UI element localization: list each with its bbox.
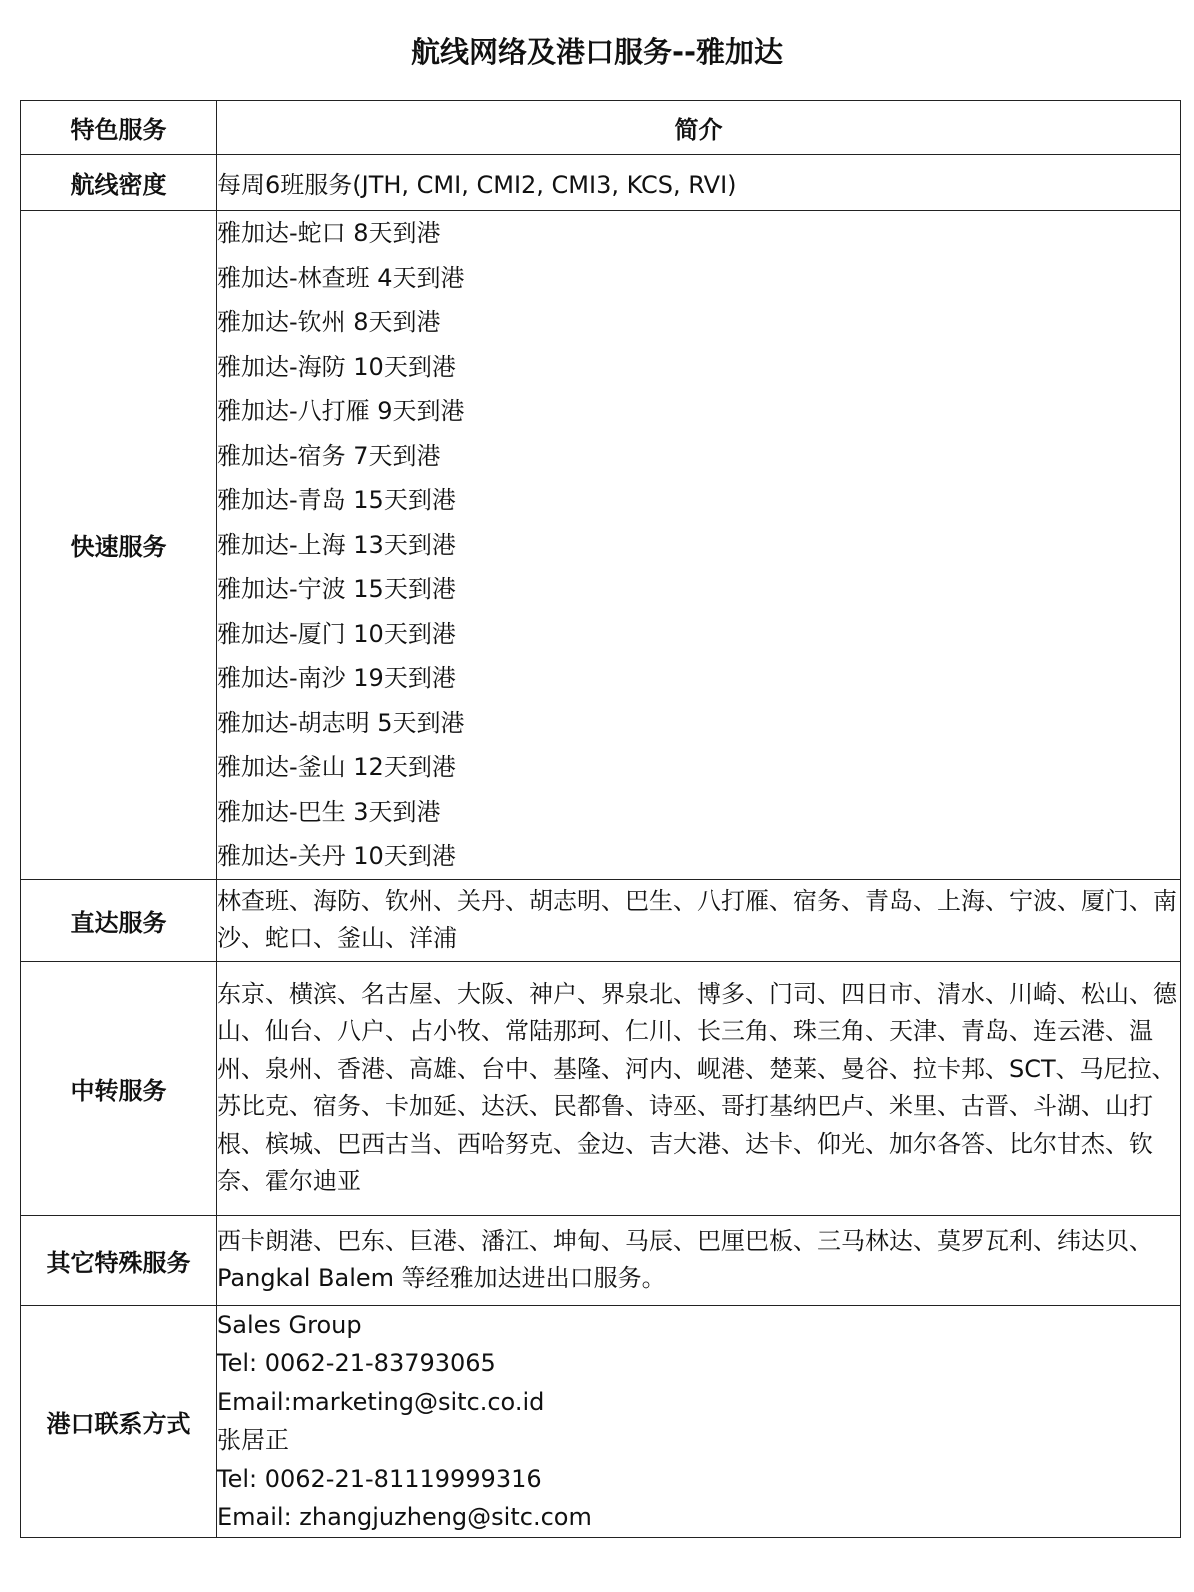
table-row-other (21, 1215, 1181, 1305)
express-line: 雅加达-海防 10天到港 (217, 352, 456, 381)
page-title: 航线网络及港口服务--雅加达 (410, 35, 784, 69)
service-table (20, 100, 1181, 1538)
table-row-contact (21, 1305, 1181, 1537)
transfer-text: 东京、横滨、名古屋、大阪、神户、界泉北、博多、门司、四日市、清水、川崎、松山、德山、仙台、八户、占小牧、常陆那珂、仁川、长三角、珠三角、天津、青岛、连云港、温州、泉州、香港、高雄、台中、基隆、河内、岘港、楚莱、曼谷、拉卡邦、SCT、马尼拉、苏比克、宿务、卡加延、达沃、民都鲁、诗巫、哥打基纳巴卢、米里、古晋、斗湖、山打根、槟城、巴西古当、西哈努克、金边、吉大港、达卡、仰光、加尔各答、比尔甘杰、钦奈、霍尔迪亚 (217, 979, 1177, 1195)
label-transfer: 中转服务 (21, 961, 217, 1215)
header-feature: 特色服务 (21, 101, 217, 155)
express-line: 雅加达-蛇口 8天到港 (217, 219, 441, 247)
express-lines (217, 211, 1181, 880)
other-cell (217, 1215, 1181, 1305)
express-line: 雅加达-宿务 7天到港 (217, 441, 441, 470)
header-intro: 简介 (217, 101, 1181, 155)
express-line: 雅加达-胡志明 5天到港 (217, 708, 465, 737)
contact-line: Email:marketing@sitc.co.id (217, 1387, 545, 1416)
other-text: 西卡朗港、巴东、巨港、潘江、坤甸、马辰、巴厘巴板、三马林达、莫罗瓦利、纬达贝、Pangkal Balem 等经雅加达进出口服务。 (217, 1226, 1153, 1292)
contact-lines (217, 1305, 1181, 1537)
density-text: 每周6班服务(JTH, CMI, CMI2, CMI3, KCS, RVI) (217, 155, 1181, 211)
express-line: 雅加达-南沙 19天到港 (217, 664, 456, 692)
contact-line: Sales Group (217, 1310, 362, 1339)
express-line: 雅加达-八打雁 9天到港 (217, 397, 465, 425)
label-other: 其它特殊服务 (21, 1215, 217, 1305)
table-header-row (21, 101, 1181, 155)
table-row-transfer (21, 961, 1181, 1215)
express-line: 雅加达-青岛 15天到港 (217, 486, 456, 514)
table-row-direct (21, 879, 1181, 961)
label-contact: 港口联系方式 (21, 1305, 217, 1537)
express-line: 雅加达-钦州 8天到港 (217, 308, 441, 336)
contact-line: Email: zhangjuzheng@sitc.com (217, 1503, 592, 1531)
express-line: 雅加达-厦门 10天到港 (217, 619, 456, 648)
contact-line: Tel: 0062-21-81119999316 (217, 1464, 542, 1493)
transfer-cell (217, 961, 1181, 1215)
direct-text: 林查班、海防、钦州、关丹、胡志明、巴生、八打雁、宿务、青岛、上海、宁波、厦门、南沙、蛇口、釜山、洋浦 (217, 886, 1177, 952)
label-direct: 直达服务 (21, 879, 217, 961)
label-express: 快速服务 (21, 211, 217, 880)
label-density: 航线密度 (21, 155, 217, 211)
express-line: 雅加达-宁波 15天到港 (217, 575, 456, 603)
express-line: 雅加达-关丹 10天到港 (217, 842, 456, 870)
express-line: 雅加达-林查班 4天到港 (217, 263, 465, 292)
contact-line: 张居正 (217, 1426, 289, 1454)
contact-line: Tel: 0062-21-83793065 (217, 1349, 496, 1377)
express-line: 雅加达-釜山 12天到港 (217, 753, 456, 781)
table-row-density (21, 155, 1181, 211)
direct-cell (217, 879, 1181, 961)
express-line: 雅加达-巴生 3天到港 (217, 797, 441, 826)
express-line: 雅加达-上海 13天到港 (217, 530, 456, 559)
table-row-express (21, 211, 1181, 880)
